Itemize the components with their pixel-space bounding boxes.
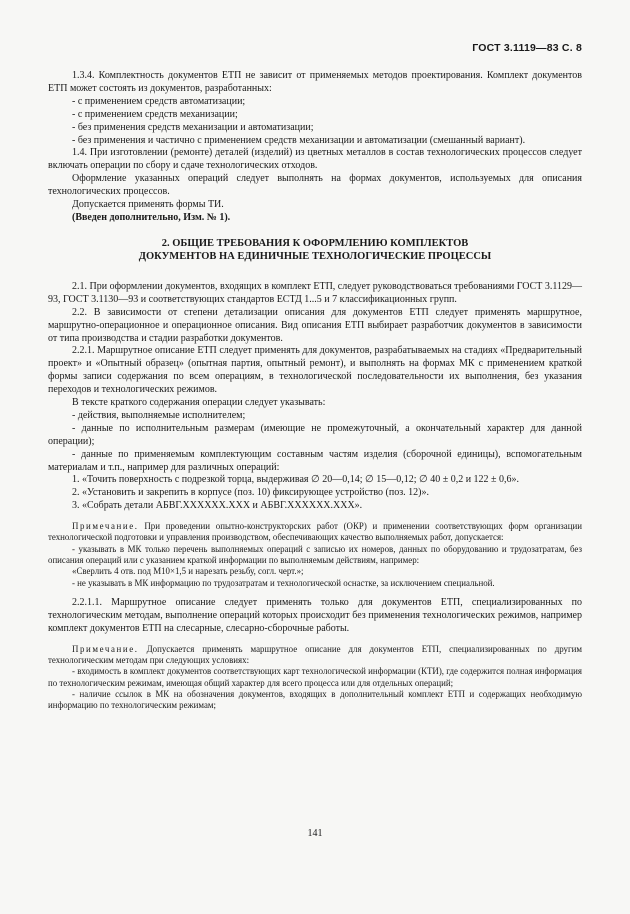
note-item: - наличие ссылок в МК на обозначения документов, входящих в дополнительный комплект ЕТП и содержащих необходимую информацию по технологическим режимам; [48, 688, 582, 711]
page-number: 141 [307, 828, 323, 839]
list-item: - с применением средств автоматизации; [72, 95, 246, 107]
paragraph-2-1: 2.1. При оформлении документов, входящих в комплект ЕТП, следует руководствоваться требованиями ГОСТ 3.1129—93, ГОСТ 3.1130—93 и соответствующих стандартов ЕСТД 1...5 и 7 классификационных групп. [48, 280, 582, 305]
note-item: «Сверлить 4 отв. под М10×1,5 и нарезать резьбу, согл. черт.»; [72, 566, 304, 577]
note-paragraph [48, 521, 582, 544]
paragraph-2-2-1-1: 2.2.1.1. Маршрутное описание следует применять только для документов ЕТП, специализированных по технологическим методам, выполнение операций которых происходит без применения технологических режимов, например комплект документов ЕТП на слесарные, слесарно-сборочные работы. [48, 596, 582, 634]
note-label: Примечание. [72, 521, 139, 532]
paragraph-1-3-4: 1.3.4. Комплектность документов ЕТП не зависит от применяемых методов проектирования. Комплект документов ЕТП может состоять из документов, разработанных: [48, 70, 582, 94]
note-item: - не указывать в МК информацию по трудозатратам и технологической оснастке, за исключением специальной. [72, 577, 495, 588]
section-heading [48, 237, 582, 263]
example-item: 3. «Собрать детали АБВГ.XXXXXX.XXX и АБВГ.XXXXXX.XXX». [72, 500, 363, 512]
section-heading-line-2: ДОКУМЕНТОВ НА ЕДИНИЧНЫЕ ТЕХНОЛОГИЧЕСКИЕ ПРОЦЕССЫ [138, 250, 492, 262]
note-item: - указывать в МК только перечень выполняемых операций с записью их номеров, данных по оборудованию и трудозатратам, без описания операций или с указанием краткой информации по выполняемым действиям, например: [48, 543, 582, 566]
list-item: - без применения средств механизации и автоматизации; [72, 121, 314, 133]
list-item: - данные по применяемым комплектующим составным частям изделия (сборочной единицы), вспомогательным материалам и т.п., например для различных операций: [48, 448, 582, 473]
list-item: - с применением средств механизации; [72, 108, 238, 120]
list-item: - данные по исполнительным размерам (имеющие не промежуточный, а окончательный характер для данной операции); [48, 422, 582, 447]
list-item: - без применения и частично с применением средств механизации и автоматизации (смешанный вариант). [72, 134, 526, 146]
paragraph: Допускается применять формы ТИ. [72, 199, 224, 211]
note-2 [48, 644, 582, 712]
example-item: 1. «Точить поверхность с подрезкой торца, выдерживая ∅ 20—0,14; ∅ 15—0,12; ∅ 40 ± 0,2 и 122 ± 0,6». [72, 474, 520, 486]
note-text: При проведении опытно-конструкторских работ (ОКР) и применении соответствующих форм организации технологической подготовки и управления производством, обеспечивающих качество выполняемых работ, допускается: [48, 521, 582, 543]
paragraph-2-2: 2.2. В зависимости от степени детализации описания для документов ЕТП следует применять маршрутное, маршрутно-операционное и операционное описания. Вид описания ЕТП выбирает разработчик документов в зависимости от типа производства и стадии разработки документов. [48, 306, 582, 344]
amendment-note: (Введен дополнительно, Изм. № 1). [72, 211, 231, 223]
paragraph-2-2-1: 2.2.1. Маршрутное описание ЕТП следует применять для документов, разрабатываемых на стадиях «Предварительный проект» и «Опытный образец» (опытная партия, опытный ремонт), и выполнять на формах МК с применением краткой формы записи содержания по всем операциям, в технологической последовательности их выполнения, без указания переходов и технологических режимов. [48, 345, 582, 396]
note-text: Допускается применять маршрутное описание для документов ЕТП, специализированных по другим технологическим методам при следующих условиях: [48, 643, 582, 665]
list-item: - действия, выполняемые исполнителем; [72, 409, 246, 421]
example-item: 2. «Установить и закрепить в корпусе (поз. 10) фиксирующее устройство (поз. 12)». [72, 487, 430, 499]
note-1 [48, 521, 582, 589]
section-heading-line-1: 2. ОБЩИЕ ТРЕБОВАНИЯ К ОФОРМЛЕНИЮ КОМПЛЕКТОВ [161, 237, 469, 249]
paragraph-1-4: 1.4. При изготовлении (ремонте) деталей (изделий) из цветных металлов в состав технологических процессов следует включать операции по сбору и сдаче технологических отходов. [48, 147, 582, 172]
paragraph: В тексте краткого содержания операции следует указывать: [72, 397, 326, 409]
document-body [48, 70, 582, 711]
note-item: - входимость в комплект документов соответствующих карт технологической информации (КТИ), где содержится полная информация по технологическим режимам, имеющая общий характер для всего процесса или для отдельных операций; [48, 666, 582, 688]
page-header: ГОСТ 3.1119—83 С. 8 [472, 42, 582, 54]
note-paragraph [48, 644, 582, 667]
paragraph: Оформление указанных операций следует выполнять на формах документов, используемых для описания технологических процессов. [48, 173, 582, 198]
note-label: Примечание. [72, 643, 139, 654]
